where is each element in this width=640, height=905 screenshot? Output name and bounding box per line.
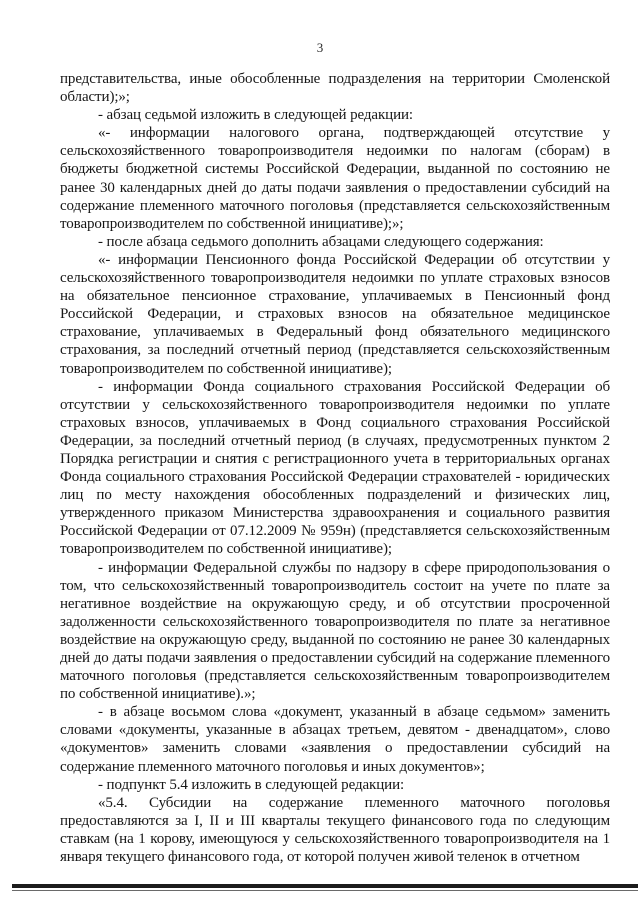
paragraph: - после абзаца седьмого дополнить абзацами следующего содержания: <box>98 233 544 250</box>
paragraph: - подпункт 5.4 изложить в следующей редакции: <box>98 776 405 793</box>
paragraph: - информации Федеральной службы по надзору в сфере природопользования о том, что сельскохозяйственный товаропроизводитель состоит на учете по плате за негативное воздействие на окружающую среду, и об отсутствии просроченной задолженности сельскохозяйственного товаропроизводителя по плате за негативное воздействие на окружающую среду, выданной по состоянию не ранее 30 календарных дней до даты подачи заявления о предоставлении субсидий на содержание племенного маточного поголовья (представляется сельскохозяйственным товаропроизводителем по собственной инициативе).»; <box>60 559 610 703</box>
paragraph: представительства, иные обособленные подразделения на территории Смоленской области);»; <box>60 71 610 106</box>
footer-divider <box>12 884 638 888</box>
paragraph: - в абзаце восьмом слова «документ, указанный в абзаце седьмом» заменить словами «документы, указанные в абзацах третьем, девятом - двенадцатом», слово «документов» заменить словами «заявления о предоставлении субсидий на содержание племенного маточного поголовья и иных документов»; <box>60 704 610 775</box>
paragraph: «5.4. Субсидии на содержание племенного маточного поголовья предоставляются за I, II и III кварталы текущего финансового года по следующим ставкам (на 1 корову, имеющуюся у сельскохозяйственного товаропроизводителя на 1 января текущего финансового года, от которой получен живой теленок в отчетном <box>60 794 610 866</box>
paragraph: - информации Фонда социального страхования Российской Федерации об отсутствии у сельскохозяйственного товаропроизводителя недоимки по уплате страховых взносов, уплачиваемых в Фонд социального страхования Российской Федерации, за последний отчетный период (в случаях, предусмотренных пунктом 2 Порядка регистрации и снятия с регистрационного учета в территориальных органах Фонда социального страхования Российской Федерации страхователей - юридических лиц по месту нахождения обособленных подразделений и физических лиц, утвержденного приказом Министерства здравоохранения и социального развития Российской Федерации от 07.12.2009 № 959н) (представляется сельскохозяйственным товаропроизводителем по собственной инициативе); <box>60 378 610 558</box>
document-body <box>60 70 610 866</box>
footer-divider-thin <box>12 890 638 891</box>
page-number: 3 <box>316 40 324 55</box>
paragraph: «- информации Пенсионного фонда Российской Федерации об отсутствии у сельскохозяйственного товаропроизводителя недоимки по уплате страховых взносов на обязательное пенсионное страхование, уплачиваемых в Пенсионный фонд Российской Федерации, и страховых взносов на обязательное медицинское страхование, уплачиваемых в Федеральный фонд обязательного медицинского страхования, за последний отчетный период (представляется сельскохозяйственным товаропроизводителем по собственной инициативе); <box>60 251 610 377</box>
paragraph: «- информации налогового органа, подтверждающей отсутствие у сельскохозяйственного товаропроизводителя недоимки по налогам (сборам) в бюджеты бюджетной системы Российской Федерации, выданной по состоянию не ранее 30 календарных дней до даты подачи заявления о предоставлении субсидий на содержание племенного маточного поголовья (представляется сельскохозяйственным товаропроизводителем по собственной инициативе);»; <box>60 125 610 232</box>
paragraph: - абзац седьмой изложить в следующей редакции: <box>98 107 413 124</box>
